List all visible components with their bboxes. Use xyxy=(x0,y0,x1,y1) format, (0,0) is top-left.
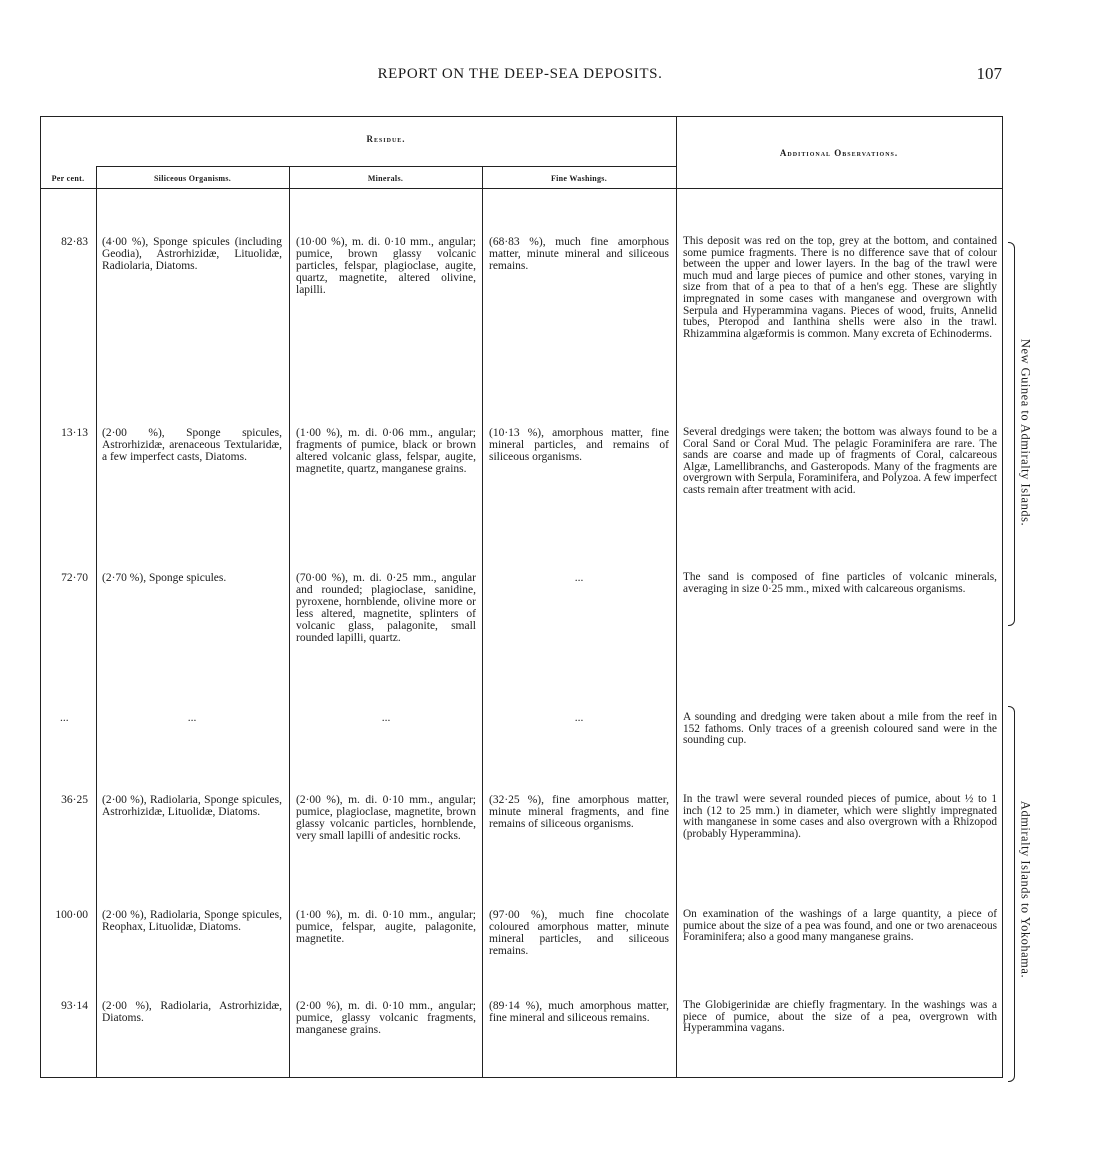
running-head xyxy=(0,66,1100,88)
row-4-per-cent: ... xyxy=(60,712,69,724)
rule-percent xyxy=(96,166,97,1078)
row-6-washings: (97·00 %), much fine chocolate coloured amorphous matter, minute mineral particles, and siliceous remains. xyxy=(489,909,669,958)
row-7-observations: The Globigerinidæ are chiefly fragmentary. In the washings was a piece of pumice, about the size of a pea, overgrown with Hyperammina vagans. xyxy=(683,999,997,1035)
row-2-siliceous: (2·00 %), Sponge spicules, Astrorhizidæ, arenaceous Textularidæ, a few imperfect casts, Diatoms. xyxy=(102,427,282,464)
header-per-cent: Per cent. xyxy=(51,174,85,183)
side-label-upper: New Guinea to Admiralty Islands. xyxy=(1018,338,1033,527)
row-1-observations: This deposit was red on the top, grey at the bottom, and contained some pumice fragments. There is no difference save that of colour between the upper and lower layers. In the bag of the trawl were much mud and large pieces of pumice and other stones, varying in size from that of a pea to that of a hen's egg. These are slightly impregnated in some cases with manganese and overgrown with Serpula and Hyperammina vagans. Pieces of wood, fruits, Annelid tubes, Pteropod and Ianthina shells were also in the trawl. Rhizammina algæformis is common. Many excreta of Echinoderms. xyxy=(683,235,997,340)
left-rule xyxy=(40,116,41,1078)
row-5-minerals: (2·00 %), m. di. 0·10 mm., angular; pumice, plagioclase, magnetite, brown glassy volcanic particles, hornblende, very small lapilli of andesitic rocks. xyxy=(296,794,476,843)
row-1-siliceous: (4·00 %), Sponge spicules (including Geodia), Astrorhizidæ, Lituolidæ, Radiolaria, Diatoms. xyxy=(102,236,282,273)
row-5-siliceous: (2·00 %), Radiolaria, Sponge spicules, Astrorhizidæ, Lituolidæ, Diatoms. xyxy=(102,794,282,819)
rule-minerals xyxy=(482,166,483,1078)
row-6-minerals: (1·00 %), m. di. 0·10 mm., angular; pumice, felspar, augite, palagonite, magnetite. xyxy=(296,909,476,946)
row-1-washings: (68·83 %), much fine amorphous matter, minute mineral and siliceous remains. xyxy=(489,236,669,273)
row-6-observations: On examination of the washings of a large quantity, a piece of pumice about the size of a pea was found, and one or two arenaceous Foraminifera; also a good many manganese grains. xyxy=(683,908,997,944)
table-top-rule xyxy=(40,116,1002,117)
row-2-observations: Several dredgings were taken; the bottom was always found to be a Coral Sand or Coral Mud. The pelagic Foraminifera are rare. The sands are coarse and made up of fragments of Coral, calcareous Algæ, Lamellibranchs, and Gasteropods. Many of the fragments are overgrown with Serpula, Foraminifera, and Polyzoa. A few imperfect casts remain after treatment with acid. xyxy=(683,426,997,496)
row-5-observations: In the trawl were several rounded pieces of pumice, about ½ to 1 inch (12 to 25 mm.) in diameter, which were slightly impregnated with manganese in some cases and also overgrown with a Rhizopod (probably Hyperammina). xyxy=(683,793,997,840)
row-6-per-cent: 100·00 xyxy=(55,909,88,921)
right-rule xyxy=(1002,116,1003,1078)
row-4-washings: ... xyxy=(574,712,584,724)
row-2-washings: (10·13 %), amorphous matter, fine mineral particles, and remains of siliceous organisms. xyxy=(489,427,669,464)
residue-underline xyxy=(96,166,676,167)
row-5-per-cent: 36·25 xyxy=(61,794,88,806)
row-4-siliceous: ... xyxy=(187,712,197,724)
brace-upper xyxy=(1008,242,1015,626)
row-3-washings: ... xyxy=(574,572,584,584)
row-7-per-cent: 93·14 xyxy=(61,1000,88,1012)
row-4-minerals: ... xyxy=(381,712,391,724)
row-3-observations: The sand is composed of fine particles of volcanic minerals, averaging in size 0·25 mm., mixed with calcareous organisms. xyxy=(683,571,997,595)
header-additional-observations: Additional Observations. xyxy=(779,148,899,158)
rule-washings xyxy=(676,116,677,1078)
row-7-siliceous: (2·00 %), Radiolaria, Astrorhizidæ, Diatoms. xyxy=(102,1000,282,1025)
row-4-observations: A sounding and dredging were taken about a mile from the reef in 152 fathoms. Only traces of a greenish coloured sand were in the sounding cup. xyxy=(683,711,997,747)
side-label-lower: Admiralty Islands to Yokohama. xyxy=(1018,800,1033,979)
row-7-washings: (89·14 %), much amorphous matter, fine mineral and siliceous remains. xyxy=(489,1000,669,1025)
row-2-minerals: (1·00 %), m. di. 0·06 mm., angular; fragments of pumice, black or brown altered volcanic glass, felspar, augite, magnetite, quartz, manganese grains. xyxy=(296,427,476,476)
row-7-minerals: (2·00 %), m. di. 0·10 mm., angular; pumice, glassy volcanic fragments, manganese grains. xyxy=(296,1000,476,1037)
row-3-minerals: (70·00 %), m. di. 0·25 mm., angular and rounded; plagioclase, sanidine, pyroxene, hornblende, olivine more or less altered, magnetite, splinters of volcanic glass, palagonite, small rounded lapilli, quartz. xyxy=(296,572,476,645)
row-3-per-cent: 72·70 xyxy=(61,572,88,584)
header-bottom-rule xyxy=(40,188,1002,189)
header-residue: Residue. xyxy=(366,134,406,144)
rule-siliceous xyxy=(289,166,290,1078)
running-title: REPORT ON THE DEEP-SEA DEPOSITS. xyxy=(377,66,663,82)
row-1-per-cent: 82·83 xyxy=(61,236,88,248)
row-6-siliceous: (2·00 %), Radiolaria, Sponge spicules, Reophax, Lituolidæ, Diatoms. xyxy=(102,909,282,934)
row-3-siliceous: (2·70 %), Sponge spicules. xyxy=(102,572,227,584)
deposits-table xyxy=(40,116,1002,1078)
header-fine-washings: Fine Washings. xyxy=(550,174,608,183)
row-2-per-cent: 13·13 xyxy=(61,427,88,439)
row-1-minerals: (10·00 %), m. di. 0·10 mm., angular; pumice, brown glassy volcanic particles, felspar, plagioclase, augite, quartz, magnetite, altered olivine, lapilli. xyxy=(296,236,476,297)
page-number: 107 xyxy=(976,64,1002,83)
header-minerals: Minerals. xyxy=(367,174,404,183)
table-bottom-rule xyxy=(40,1077,1002,1078)
brace-lower xyxy=(1008,706,1015,1082)
row-5-washings: (32·25 %), fine amorphous matter, minute mineral fragments, and fine remains of siliceous organisms. xyxy=(489,794,669,831)
header-siliceous: Siliceous Organisms. xyxy=(153,174,232,183)
